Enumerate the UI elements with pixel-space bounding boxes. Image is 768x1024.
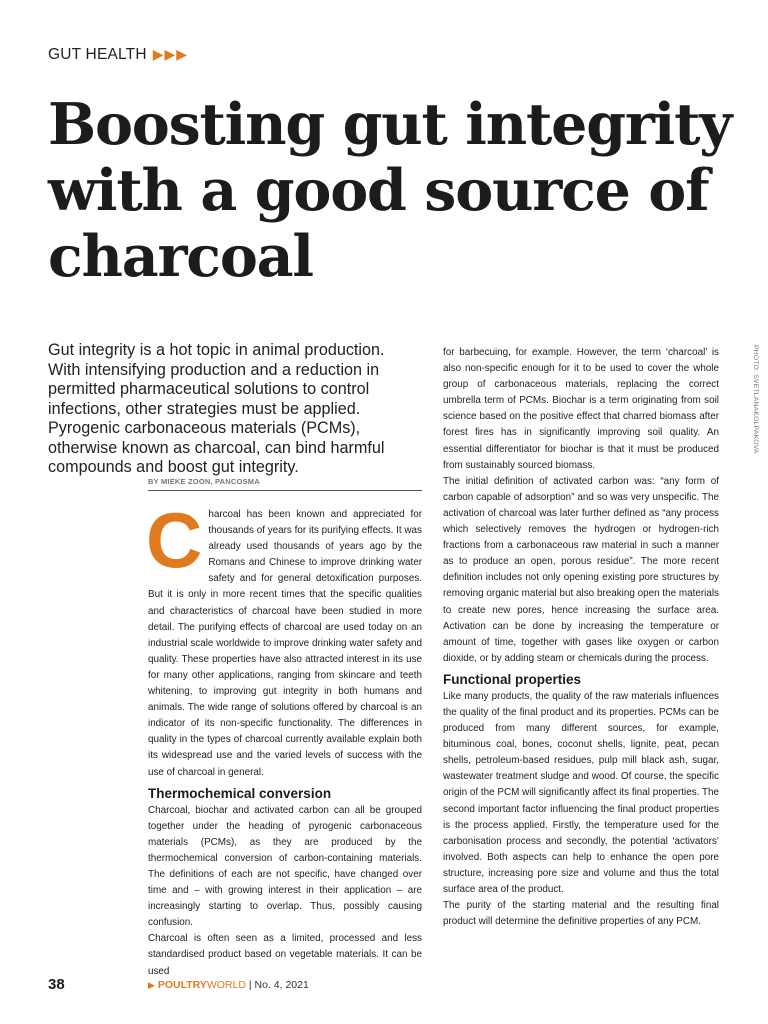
- byline: BY MIEKE ZOON, PANCOSMA: [148, 477, 422, 491]
- section-arrows-icon: ▶▶▶: [152, 46, 189, 62]
- subheading-functional: Functional properties: [443, 671, 582, 687]
- photo-credit: PHOTO: SVETLANAKOLPAKOVA: [752, 345, 759, 454]
- magazine-brand-poultry: POULTRY: [157, 979, 207, 991]
- section-label-text: GUT HEALTH: [48, 46, 147, 63]
- left-paragraph-2: Charcoal, biochar and activated carbon can all be grouped together under the heading of pyrogenic carbonaceous materials (PCMs), as they are produced by the thermochemical conversion of carbon-containing materials. The definitions of each are not specific, have changed over time and – with growing interest in their application – are increasingly starting to overlap. Thus, possibly causing confusion.: [148, 804, 422, 929]
- subheading-thermochemical: Thermochemical conversion: [148, 785, 332, 801]
- right-paragraph-2: The initial definition of activated carbon was: “any form of carbon capable of adsorption” and so was very unspecific. The activation of charcoal was later further defined as “any process which selectively removes the hydrogen or hydrogen-rich fractions from a carbonaceous raw material in such a manner as to produce an open, porous residue”. The more recent definition includes not only opening existing pore structures by removing organic material but also breaking open the materials to create new pores, hence increasing the surface area. Activation can be done by increasing the temperature or amount of time, together with gases like oxygen or carbon dioxide, or by adding steam or chemicals during the process.: [443, 475, 719, 664]
- right-paragraph-1: for barbecuing, for example. However, the term ‘charcoal’ is also non-specific enough for it to be used to cover the whole group of carbonaceous materials, replacing the correct umbrella term of PCMs. Biochar is a term originating from soil science based on the positive effect that charred biomass after forest fires has in significantly improving soil quality. An essential differentiator for biochar is that it must be produced from sustainably sourced biomass.: [443, 347, 719, 471]
- right-paragraph-4: The purity of the starting material and the resulting final product will determine the definitive properties of any PCM.: [443, 900, 719, 928]
- issue-info: No. 4, 2021: [254, 979, 309, 991]
- drop-cap: C: [146, 496, 203, 584]
- footer-separator: |: [248, 979, 252, 991]
- footer-magazine: [148, 979, 309, 991]
- magazine-brand-world: WORLD: [206, 979, 246, 991]
- article-intro: Gut integrity is a hot topic in animal production. With intensifying production and a reduction in permitted pharmaceutical solutions to control infections, other strategies must be applied. Pyrogenic carbonaceous materials (PCMs), otherwise known as charcoal, can bind harmful compounds and boost gut integrity.: [48, 341, 385, 476]
- section-label: [48, 46, 188, 64]
- page-number: 38: [48, 976, 65, 993]
- left-column: [146, 496, 422, 980]
- article-headline: Boosting gut integrity with a good source of charcoal: [48, 91, 732, 290]
- left-paragraph-1: [146, 496, 422, 781]
- right-column: [443, 345, 719, 930]
- left-paragraph-1-text: harcoal has been known and appreciated for thousands of years for its purifying effects. It was already used thousands of years ago by the Romans and Chinese to improve drinking water safety and for general detoxification purposes. But it is only in more recent times that the specific qualities and characteristics of charcoal have been studied in more detail. The purifying effects of charcoal are used today on an industrial scale worldwide to improve drinking water safety and quality. These properties have also attracted interest in its use for many other applications, ranging from skincare and teeth whitening, to improving gut integrity in both humans and animals. The wide range of solutions offered by charcoal is an indicator of its non-specific functionality. The differences in quality in the types of charcoal currently available explain both its widespread use and the varied levels of success with the use of charcoal in general.: [148, 509, 422, 778]
- right-paragraph-3: Like many products, the quality of the raw materials influences the quality of the final product and its properties. PCMs can be produced from many different sources, for example, bituminous coal, bones, coconut shells, lignite, peat, pecan shells, petroleum-based residues, pulp mill black ash, sugar, wastewater treatment sludge and wood. Of course, the specific origin of the PCM will significantly affect its final properties. The second important factor influencing the final product properties is the process applied. Firstly, the temperature used for the carbonisation process and secondly, the potential ‘activators’ involved. Both aspects can help to enhance the open pore structure, increasing pore size and volume and thus the total surface area of the product.: [443, 690, 719, 895]
- left-paragraph-3: Charcoal is often seen as a limited, processed and less standardised product based on vegetable materials. It can be used: [148, 933, 422, 977]
- footer-triangle-icon: ▶: [148, 980, 155, 990]
